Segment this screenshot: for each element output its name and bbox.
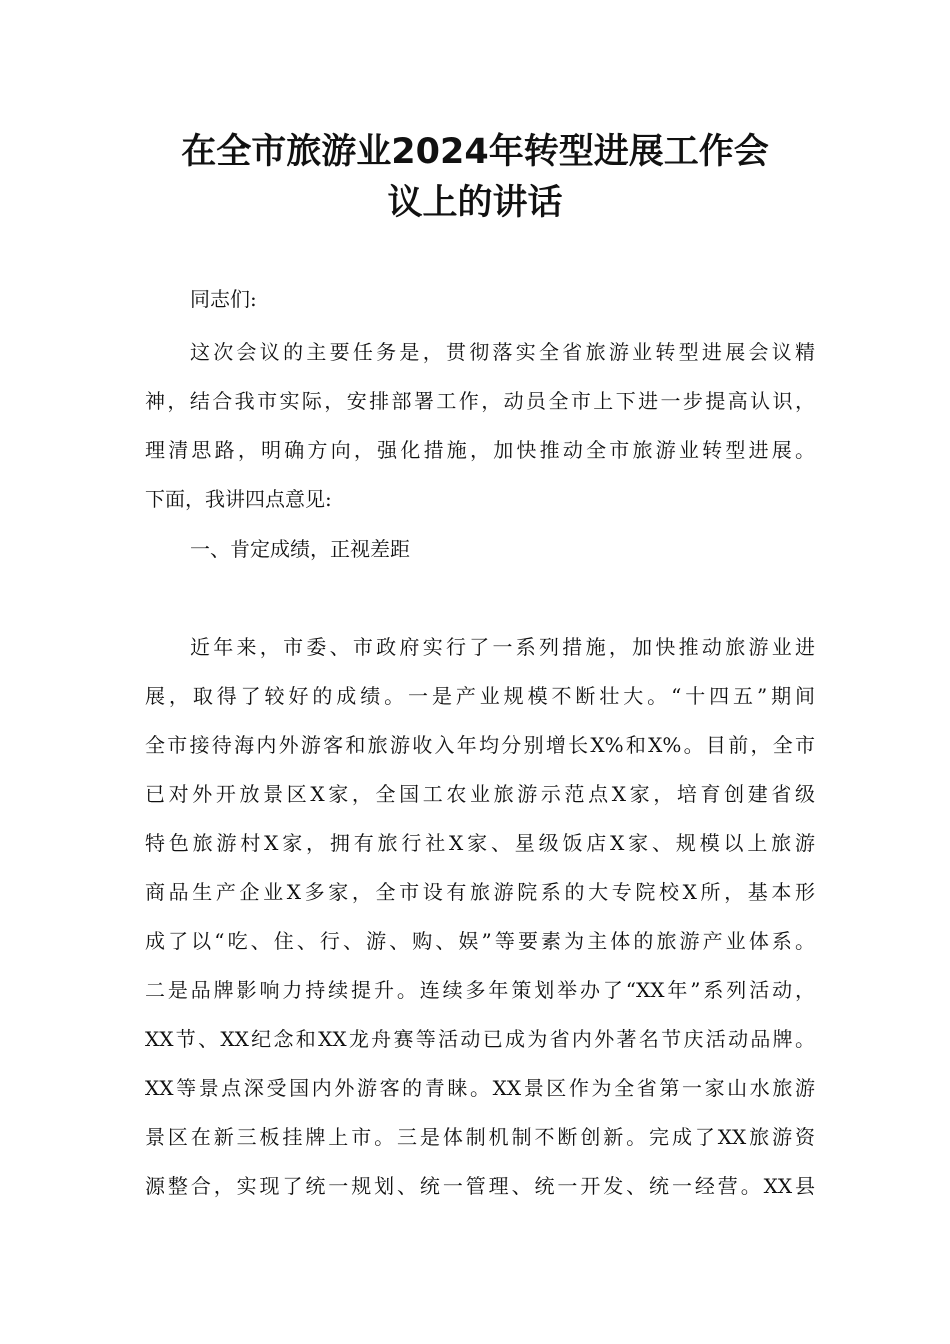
paragraph-2-line: 近年来，市委、市政府实行了一系列措施，加快推动旅游业进 (190, 635, 815, 659)
paragraph-2-line: XX等景点深受国内外游客的青睐。XX景区作为全省第一家山水旅游 (145, 1076, 815, 1100)
paragraph-2-line: 源整合，实现了统一规划、统一管理、统一开发、统一经营。XX县 (145, 1174, 815, 1198)
salutation: 同志们: (190, 287, 257, 311)
section-heading-block (145, 525, 815, 574)
title-line-2: 议上的讲话 (387, 183, 563, 223)
paragraph-1-line: 这次会议的主要任务是，贯彻落实全省旅游业转型进展会议精 (190, 340, 815, 364)
paragraph-2-line: 已对外开放景区X家，全国工农业旅游示范点X家，培育创建省级 (145, 782, 815, 806)
paragraph-1-line: 下面，我讲四点意见: (145, 487, 332, 511)
title-line-1: 在全市旅游业2024年转型进展工作会 (181, 132, 769, 172)
paragraph-2-line: 景区在新三板挂牌上市。三是体制机制不断创新。完成了XX旅游资 (145, 1125, 815, 1149)
paragraph-2-line: 展，取得了较好的成绩。一是产业规模不断壮大。“十四五”期间 (145, 684, 815, 708)
section-heading-1: 一、肯定成绩，正视差距 (190, 537, 410, 561)
paragraph-2-line: 成了以“吃、住、行、游、购、娱”等要素为主体的旅游产业体系。 (145, 929, 815, 953)
paragraph-2-line: 全市接待海内外游客和旅游收入年均分别增长X%和X%。目前，全市 (145, 733, 815, 757)
paragraph-2 (145, 623, 815, 1211)
salutation-block (145, 275, 815, 324)
paragraph-2-line: 特色旅游村X家，拥有旅行社X家、星级饭店X家、规模以上旅游 (145, 831, 815, 855)
paragraph-2-line: XX节、XX纪念和XX龙舟赛等活动已成为省内外著名节庆活动品牌。 (145, 1027, 815, 1051)
document-title (120, 128, 830, 229)
paragraph-2-line: 二是品牌影响力持续提升。连续多年策划举办了“XX年”系列活动， (145, 978, 815, 1002)
paragraph-1 (145, 328, 815, 524)
paragraph-1-line: 理清思路，明确方向，强化措施，加快推动全市旅游业转型进展。 (145, 438, 815, 462)
paragraph-1-line: 神，结合我市实际，安排部署工作，动员全市上下进一步提高认识， (145, 389, 815, 413)
paragraph-2-line: 商品生产企业X多家，全市设有旅游院系的大专院校X所，基本形 (145, 880, 815, 904)
